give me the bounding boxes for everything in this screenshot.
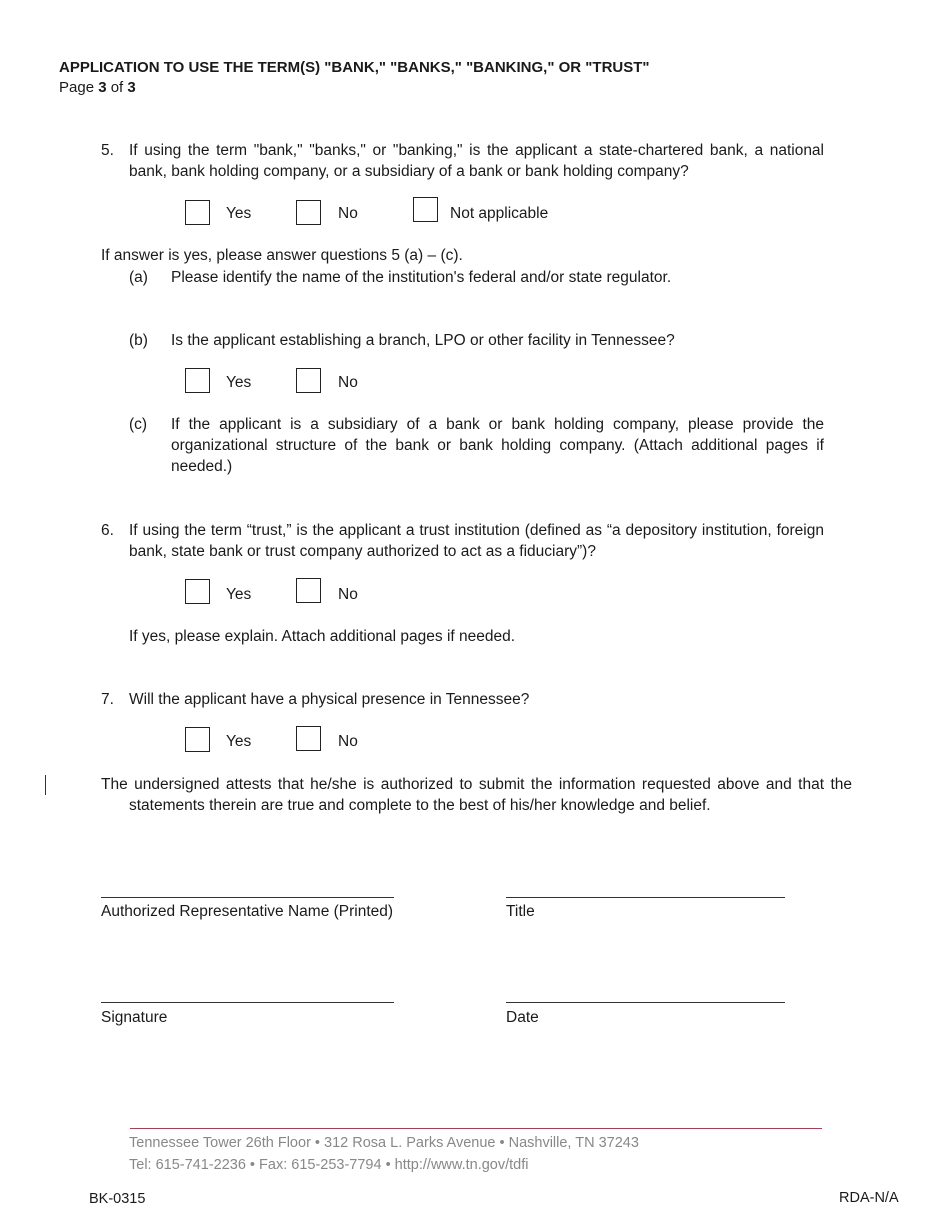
q5b-yes-checkbox[interactable] bbox=[185, 368, 210, 393]
q6-followup: If yes, please explain. Attach additional pages if needed. bbox=[129, 628, 516, 645]
q5b-no-checkbox[interactable] bbox=[296, 368, 321, 393]
q5c-text: If the applicant is a subsidiary of a bank or bank holding company, please provide the organizational structure of the bank or bank holding company. (Attach additional pages if needed.) bbox=[171, 416, 824, 475]
attestation-text: The undersigned attests that he/she is authorized to submit the information requested above and that the statements therein are true and complete to the best of his/her knowledge and belief. bbox=[101, 776, 852, 814]
q5b-label: (b) bbox=[129, 332, 148, 349]
title-signature-line[interactable] bbox=[506, 897, 785, 898]
q7-number: 7. bbox=[101, 691, 114, 708]
q5a-label: (a) bbox=[129, 269, 148, 286]
page-number: Page 3 of 3 bbox=[59, 79, 136, 96]
q5-number: 5. bbox=[101, 142, 114, 159]
form-code: BK-0315 bbox=[89, 1191, 146, 1207]
q6-text: If using the term “trust,” is the applicant a trust institution (defined as “a depository institution, foreign bank, state bank or trust company authorized to act as a fiduciary”)? bbox=[129, 522, 824, 560]
q5a-text: Please identify the name of the institution's federal and/or state regulator. bbox=[171, 269, 672, 286]
q5-not-applicable-label: Not applicable bbox=[450, 205, 549, 222]
q5c-label: (c) bbox=[129, 416, 148, 433]
q6-no-label: No bbox=[338, 586, 358, 603]
page-current: 3 bbox=[98, 79, 107, 96]
retention-code: RDA-N/A bbox=[839, 1190, 899, 1206]
q7-yes-label: Yes bbox=[226, 733, 252, 750]
form-title: APPLICATION TO USE THE TERM(S) "BANK," "BANKS," "BANKING," OR "TRUST" bbox=[59, 59, 650, 76]
title-label: Title bbox=[506, 903, 535, 920]
footer-address: Tennessee Tower 26th Floor • 312 Rosa L. Parks Avenue • Nashville, TN 37243 bbox=[129, 1135, 639, 1151]
footer-contact: Tel: 615-741-2236 • Fax: 615-253-7794 • http://www.tn.gov/tdfi bbox=[129, 1157, 529, 1173]
q5-followup: If answer is yes, please answer questions 5 (a) – (c). bbox=[101, 247, 463, 264]
signature-label: Signature bbox=[101, 1009, 168, 1026]
date-label: Date bbox=[506, 1009, 539, 1026]
q5b-yes-label: Yes bbox=[226, 374, 252, 391]
q5-no-label: No bbox=[338, 205, 358, 222]
q7-no-label: No bbox=[338, 733, 358, 750]
q6-yes-label: Yes bbox=[226, 586, 252, 603]
q7-yes-checkbox[interactable] bbox=[185, 727, 210, 752]
q5-yes-label: Yes bbox=[226, 205, 252, 222]
name-label: Authorized Representative Name (Printed) bbox=[101, 903, 394, 920]
q6-number: 6. bbox=[101, 522, 114, 539]
name-signature-line[interactable] bbox=[101, 897, 394, 898]
q5b-text: Is the applicant establishing a branch, LPO or other facility in Tennessee? bbox=[171, 332, 675, 349]
footer-divider bbox=[130, 1128, 822, 1129]
page-total: 3 bbox=[127, 79, 136, 96]
q5-not-applicable-checkbox[interactable] bbox=[413, 197, 438, 222]
q5-text: If using the term "bank," "banks," or "banking," is the applicant a state-chartered bank, a national bank, bank holding company, or a subsidiary of a bank or bank holding company? bbox=[129, 142, 824, 180]
q7-text: Will the applicant have a physical presence in Tennessee? bbox=[129, 691, 530, 708]
q6-yes-checkbox[interactable] bbox=[185, 579, 210, 604]
q5b-no-label: No bbox=[338, 374, 358, 391]
signature-line[interactable] bbox=[101, 1002, 394, 1003]
q6-no-checkbox[interactable] bbox=[296, 578, 321, 603]
q5-yes-checkbox[interactable] bbox=[185, 200, 210, 225]
date-signature-line[interactable] bbox=[506, 1002, 785, 1003]
q5-no-checkbox[interactable] bbox=[296, 200, 321, 225]
text-cursor bbox=[45, 775, 46, 795]
q7-no-checkbox[interactable] bbox=[296, 726, 321, 751]
